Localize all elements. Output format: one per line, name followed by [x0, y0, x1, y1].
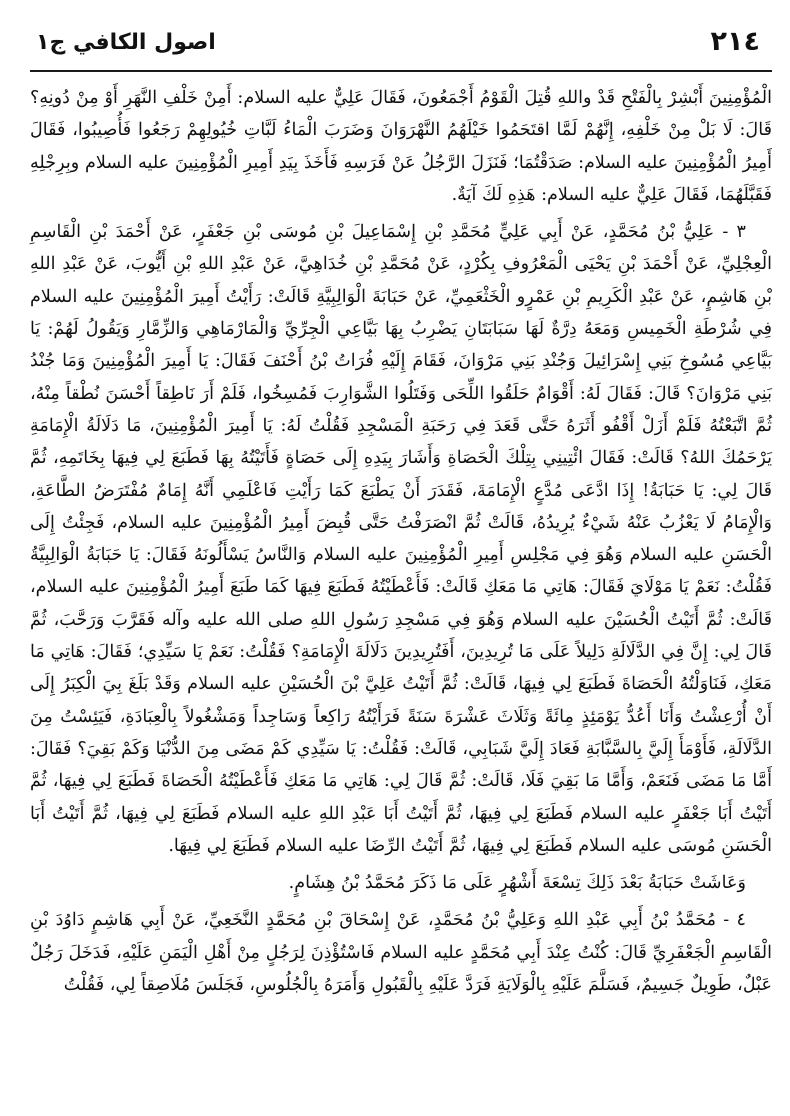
- book-title: اصول الكافي ج١: [36, 30, 216, 55]
- page-header: [30, 22, 772, 66]
- book-page: [30, 22, 772, 1100]
- hadith-3-closing-note: وَعَاشَتْ حَبَابَةُ بَعْدَ ذَلِكَ تِسْعَةَ أَشْهُرٍ عَلَى مَا ذَكَرَ مُحَمَّدُ بْنُ هِشَامٍ.: [288, 873, 746, 894]
- page-number: ٢١٤: [710, 26, 760, 57]
- header-divider: [30, 70, 772, 72]
- page-body: [30, 82, 772, 1001]
- hadith-3: ٣ - عَلِيُّ بْنُ مُحَمَّدٍ، عَنْ أَبِي عَلِيٍّ مُحَمَّدِ بْنِ إِسْمَاعِيلَ بْنِ مُوسَى بْنِ جَعْفَرٍ، عَنْ أَحْمَدَ بْنِ الْقَاسِمِ الْعِجْلِيِّ، عَنْ أَحْمَدَ بْنِ يَحْيَى الْمَعْرُوفِ بِكُرْدٍ، عَنْ مُحَمَّدِ بْنِ خُدَاهِيَّ، عَنْ عَبْدِ اللهِ بْنِ أَيُّوبَ، عَنْ عَبْدِ اللهِ بْنِ هَاشِمٍ، عَنْ عَبْدِ الْكَرِيمِ بْنِ عَمْرٍو الْخَثْعَمِيِّ، عَنْ حَبَابَةَ الْوَالِبِيَّةِ قَالَتْ: رَأَيْتُ أَمِيرَ الْمُؤْمِنِينَ عليه السلام فِي شُرْطَةِ الْخَمِيسِ وَمَعَهُ دِرَّةٌ لَهَا سَبَابَتَانِ يَضْرِبُ بِهَا بَيَّاعِي الْجِرِّيِّ وَالْمَارْمَاهِي وَالزِّمَّارِ وَيَقُولُ لَهُمْ: يَا بَيَّاعِي مُسُوخِ بَنِي إِسْرَائِيلَ وَجُنْدِ بَنِي مَرْوَانَ، فَقَامَ إِلَيْهِ فُرَاتُ بْنُ أَحْنَفَ فَقَالَ: يَا أَمِيرَ الْمُؤْمِنِينَ وَمَا جُنْدُ بَنِي مَرْوَانَ؟ قَالَ: فَقَالَ لَهُ: أَقْوَامٌ حَلَقُوا اللِّحَى وَفَتَلُوا الشَّوَارِبَ فَمُسِخُوا، فَلَمْ أَرَ نَاطِقاً أَحْسَنَ نُطْقاً مِنْهُ، ثُمَّ اتَّبَعْتُهُ فَلَمْ أَزَلْ أَقْفُو أَثَرَهُ حَتَّى قَعَدَ فِي رَحَبَةِ الْمَسْجِدِ فَقُلْتُ لَهُ: يَا أَمِيرَ الْمُؤْمِنِينَ، مَا دَلَالَةُ الْإِمَامَةِ يَرْحَمُكَ اللهُ؟ قَالَتْ: فَقَالَ ائْتِينِي بِتِلْكَ الْحَصَاةِ وَأَشَارَ بِيَدِهِ إِلَى حَصَاةٍ فَأَتَيْتُهُ بِهَا فَطَبَعَ لِي فِيهَا بِخَاتَمِهِ، ثُمَّ قَالَ لِي: يَا حَبَابَةُ! إِذَا ادَّعَى مُدَّعٍ الْإِمَامَةَ، فَقَدَرَ أَنْ يَطْبَعَ كَمَا رَأَيْتِ فَاعْلَمِي أَنَّهُ إِمَامٌ مُفْتَرَضُ الطَّاعَةِ، وَالْإِمَامُ لَا يَعْزُبُ عَنْهُ شَيْءٌ يُرِيدُهُ، قَالَتْ ثُمَّ انْصَرَفْتُ حَتَّى قُبِضَ أَمِيرُ الْمُؤْمِنِينَ عليه السلام، فَجِئْتُ إِلَى الْحَسَنِ عليه السلام وَهُوَ فِي مَجْلِسِ أَمِيرِ الْمُؤْمِنِينَ عليه السلام وَالنَّاسُ يَسْأَلُونَهُ فَقَالَ: يَا حَبَابَةُ الْوَالِبِيَّةُ فَقُلْتُ: نَعَمْ يَا مَوْلَايَ فَقَالَ: هَاتِي مَا مَعَكِ قَالَتْ: فَأَعْطَيْتُهُ فَطَبَعَ فِيهَا كَمَا طَبَعَ أَمِيرُ الْمُؤْمِنِينَ عليه السلام، قَالَتْ: ثُمَّ أَتَيْتُ الْحُسَيْنَ عليه السلام وَهُوَ فِي مَسْجِدِ رَسُولِ اللهِ صلى الله عليه وآله فَقَرَّبَ وَرَحَّبَ، ثُمَّ قَالَ لِي: إِنَّ فِي الدَّلَالَةِ دَلِيلاً عَلَى مَا تُرِيدِينَ، أَفَتُرِيدِينَ دَلَالَةَ الْإِمَامَةِ؟ فَقُلْتُ: نَعَمْ يَا سَيِّدِي؛ فَقَالَ: هَاتِي مَا مَعَكِ، فَنَاوَلْتُهُ الْحَصَاةَ فَطَبَعَ لِي فِيهَا، قَالَتْ: ثُمَّ أَتَيْتُ عَلِيَّ بْنَ الْحُسَيْنِ عليه السلام وَقَدْ بَلَغَ بِيَ الْكِبَرُ إِلَى أَنْ أُرْعِشْتُ وَأَنَا أَعُدُّ يَوْمَئِذٍ مِائَةً وَثَلَاثَ عَشْرَةَ سَنَةً فَرَأَيْتُهُ رَاكِعاً وَسَاجِداً وَمَشْغُولاً بِالْعِبَادَةِ، فَيَئِسْتُ مِنَ الدَّلَالَةِ، فَأَوْمَأَ إِلَيَّ بِالسَّبَّابَةِ فَعَادَ إِلَيَّ شَبَابِي، قَالَتْ: فَقُلْتُ: يَا سَيِّدِي كَمْ مَضَى مِنَ الدُّنْيَا وَكَمْ بَقِيَ؟ فَقَالَ: أَمَّا مَا مَضَى فَنَعَمْ، وَأَمَّا مَا بَقِيَ فَلَا، قَالَتْ: ثُمَّ قَالَ لِي: هَاتِي مَا مَعَكِ فَأَعْطَيْتُهُ الْحَصَاةَ فَطَبَعَ لِي فِيهَا، ثُمَّ أَتَيْتُ أَبَا جَعْفَرٍ عليه السلام فَطَبَعَ لِي فِيهَا، ثُمَّ أَتَيْتُ أَبَا عَبْدِ اللهِ عليه السلام فَطَبَعَ لِي فِيهَا، ثُمَّ أَتَيْتُ أَبَا الْحَسَنِ مُوسَى عليه السلام فَطَبَعَ لِي فِيهَا، ثُمَّ أَتَيْتُ الرِّضَا عليه السلام فَطَبَعَ لِي فِيهَا.: [30, 222, 772, 856]
- hadith-4: ٤ - مُحَمَّدُ بْنُ أَبِي عَبْدِ اللهِ وَعَلِيُّ بْنُ مُحَمَّدٍ، عَنْ إِسْحَاقَ بْنِ مُحَمَّدٍ النَّخَعِيِّ، عَنْ أَبِي هَاشِمٍ دَاوُدَ بْنِ الْقَاسِمِ الْجَعْفَرِيِّ قَالَ: كُنْتُ عِنْدَ أَبِي مُحَمَّدٍ عليه السلام فَاسْتُؤْذِنَ لِرَجُلٍ مِنْ أَهْلِ الْيَمَنِ عَلَيْهِ، فَدَخَلَ رَجُلٌ عَبْلٌ، طَوِيلٌ جَسِيمٌ، فَسَلَّمَ عَلَيْهِ بِالْوَلَايَةِ فَرَدَّ عَلَيْهِ بِالْقَبُولِ وَأَمَرَهُ بِالْجُلُوسِ، فَجَلَسَ مُلَاصِقاً لِي، فَقُلْتُ: [30, 910, 772, 996]
- paragraph-continuation: الْمُؤْمِنِينَ أَبْشِرْ بِالْفَتْحِ قَدْ واللهِ قُتِلَ الْقَوْمُ أَجْمَعُونَ، فَقَالَ عَلِيٌّ عليه السلام: أَمِنْ خَلْفِ النَّهَرِ أَوْ مِنْ دُونِهِ؟ قَالَ: لَا بَلْ مِنْ خَلْفِهِ، إِنَّهُمْ لَمَّا اقتَحَمُوا خَيْلَهُمُ النَّهْرَوَانَ وَضَرَبَ الْمَاءُ لَبَّاتِ خُيُولِهِمْ رَجَعُوا فَأُصِيبُوا، فَقَالَ أَمِيرُ الْمُؤْمِنِينَ عليه السلام: صَدَقْتُمَا؛ فَنَزَلَ الرَّجُلُ عَنْ فَرَسِهِ فَأَخَذَ بِيَدِ أَمِيرِ الْمُؤْمِنِينَ عليه السلام وبِرِجْلِهِ فَقَبَّلَهُمَا، فَقَالَ عَلِيٌّ عليه السلام: هَذِهِ لَكَ آيَةٌ.: [30, 88, 772, 205]
